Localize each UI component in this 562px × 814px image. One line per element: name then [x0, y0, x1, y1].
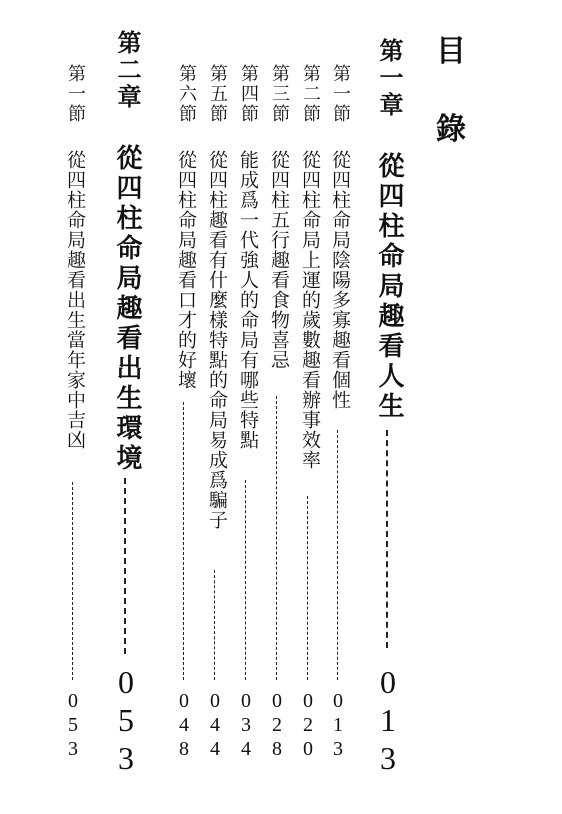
chapter-label: 第一章	[375, 38, 404, 119]
dotted-leader	[124, 478, 126, 654]
section-title: 能成爲一代強人的命局有哪些特點	[237, 150, 259, 450]
section-label: 第一節	[330, 64, 351, 124]
section-label: 第四節	[238, 64, 259, 124]
page-number: 028	[266, 690, 288, 762]
section-title: 從四柱命局上運的歲數趣看辦事效率	[299, 150, 321, 470]
page-number: 013	[327, 690, 349, 762]
page-number: 048	[173, 690, 195, 762]
page-number: 044	[204, 690, 226, 762]
chapter-title: 從四柱命局趣看出生環境	[112, 144, 142, 474]
section-label: 第六節	[176, 64, 197, 124]
page-number: 053	[108, 664, 144, 778]
dotted-leader	[307, 496, 308, 680]
dotted-leader	[183, 402, 184, 680]
page-number: 053	[62, 690, 84, 762]
chapter-label: 第二章	[113, 30, 142, 111]
dotted-leader	[337, 430, 338, 680]
dotted-leader	[245, 480, 246, 680]
dotted-leader	[214, 570, 215, 680]
page-number: 034	[235, 690, 257, 762]
dotted-leader	[386, 430, 388, 648]
section-title: 從四柱命局陰陽多寡趣看個性	[329, 150, 351, 410]
toc-title-char-1: 目	[436, 34, 466, 69]
section-title: 從四柱命局趣看口才的好壞	[175, 150, 197, 390]
section-label: 第二節	[300, 64, 321, 124]
section-label: 第五節	[207, 64, 228, 124]
toc-title-char-2: 錄	[436, 112, 466, 147]
section-title: 從四柱命局趣看出生當年家中吉凶	[64, 150, 86, 450]
section-title: 從四柱五行趣看食物喜忌	[268, 150, 290, 370]
dotted-leader	[276, 396, 277, 680]
chapter-title: 從四柱命局趣看人生	[374, 152, 404, 422]
page-number: 013	[370, 664, 406, 778]
section-title: 從四柱趣看有什麼樣特點的命局易成爲騙子	[206, 150, 228, 530]
section-label: 第一節	[65, 64, 86, 124]
dotted-leader	[72, 482, 73, 680]
page-number: 020	[297, 690, 319, 762]
section-label: 第三節	[269, 64, 290, 124]
